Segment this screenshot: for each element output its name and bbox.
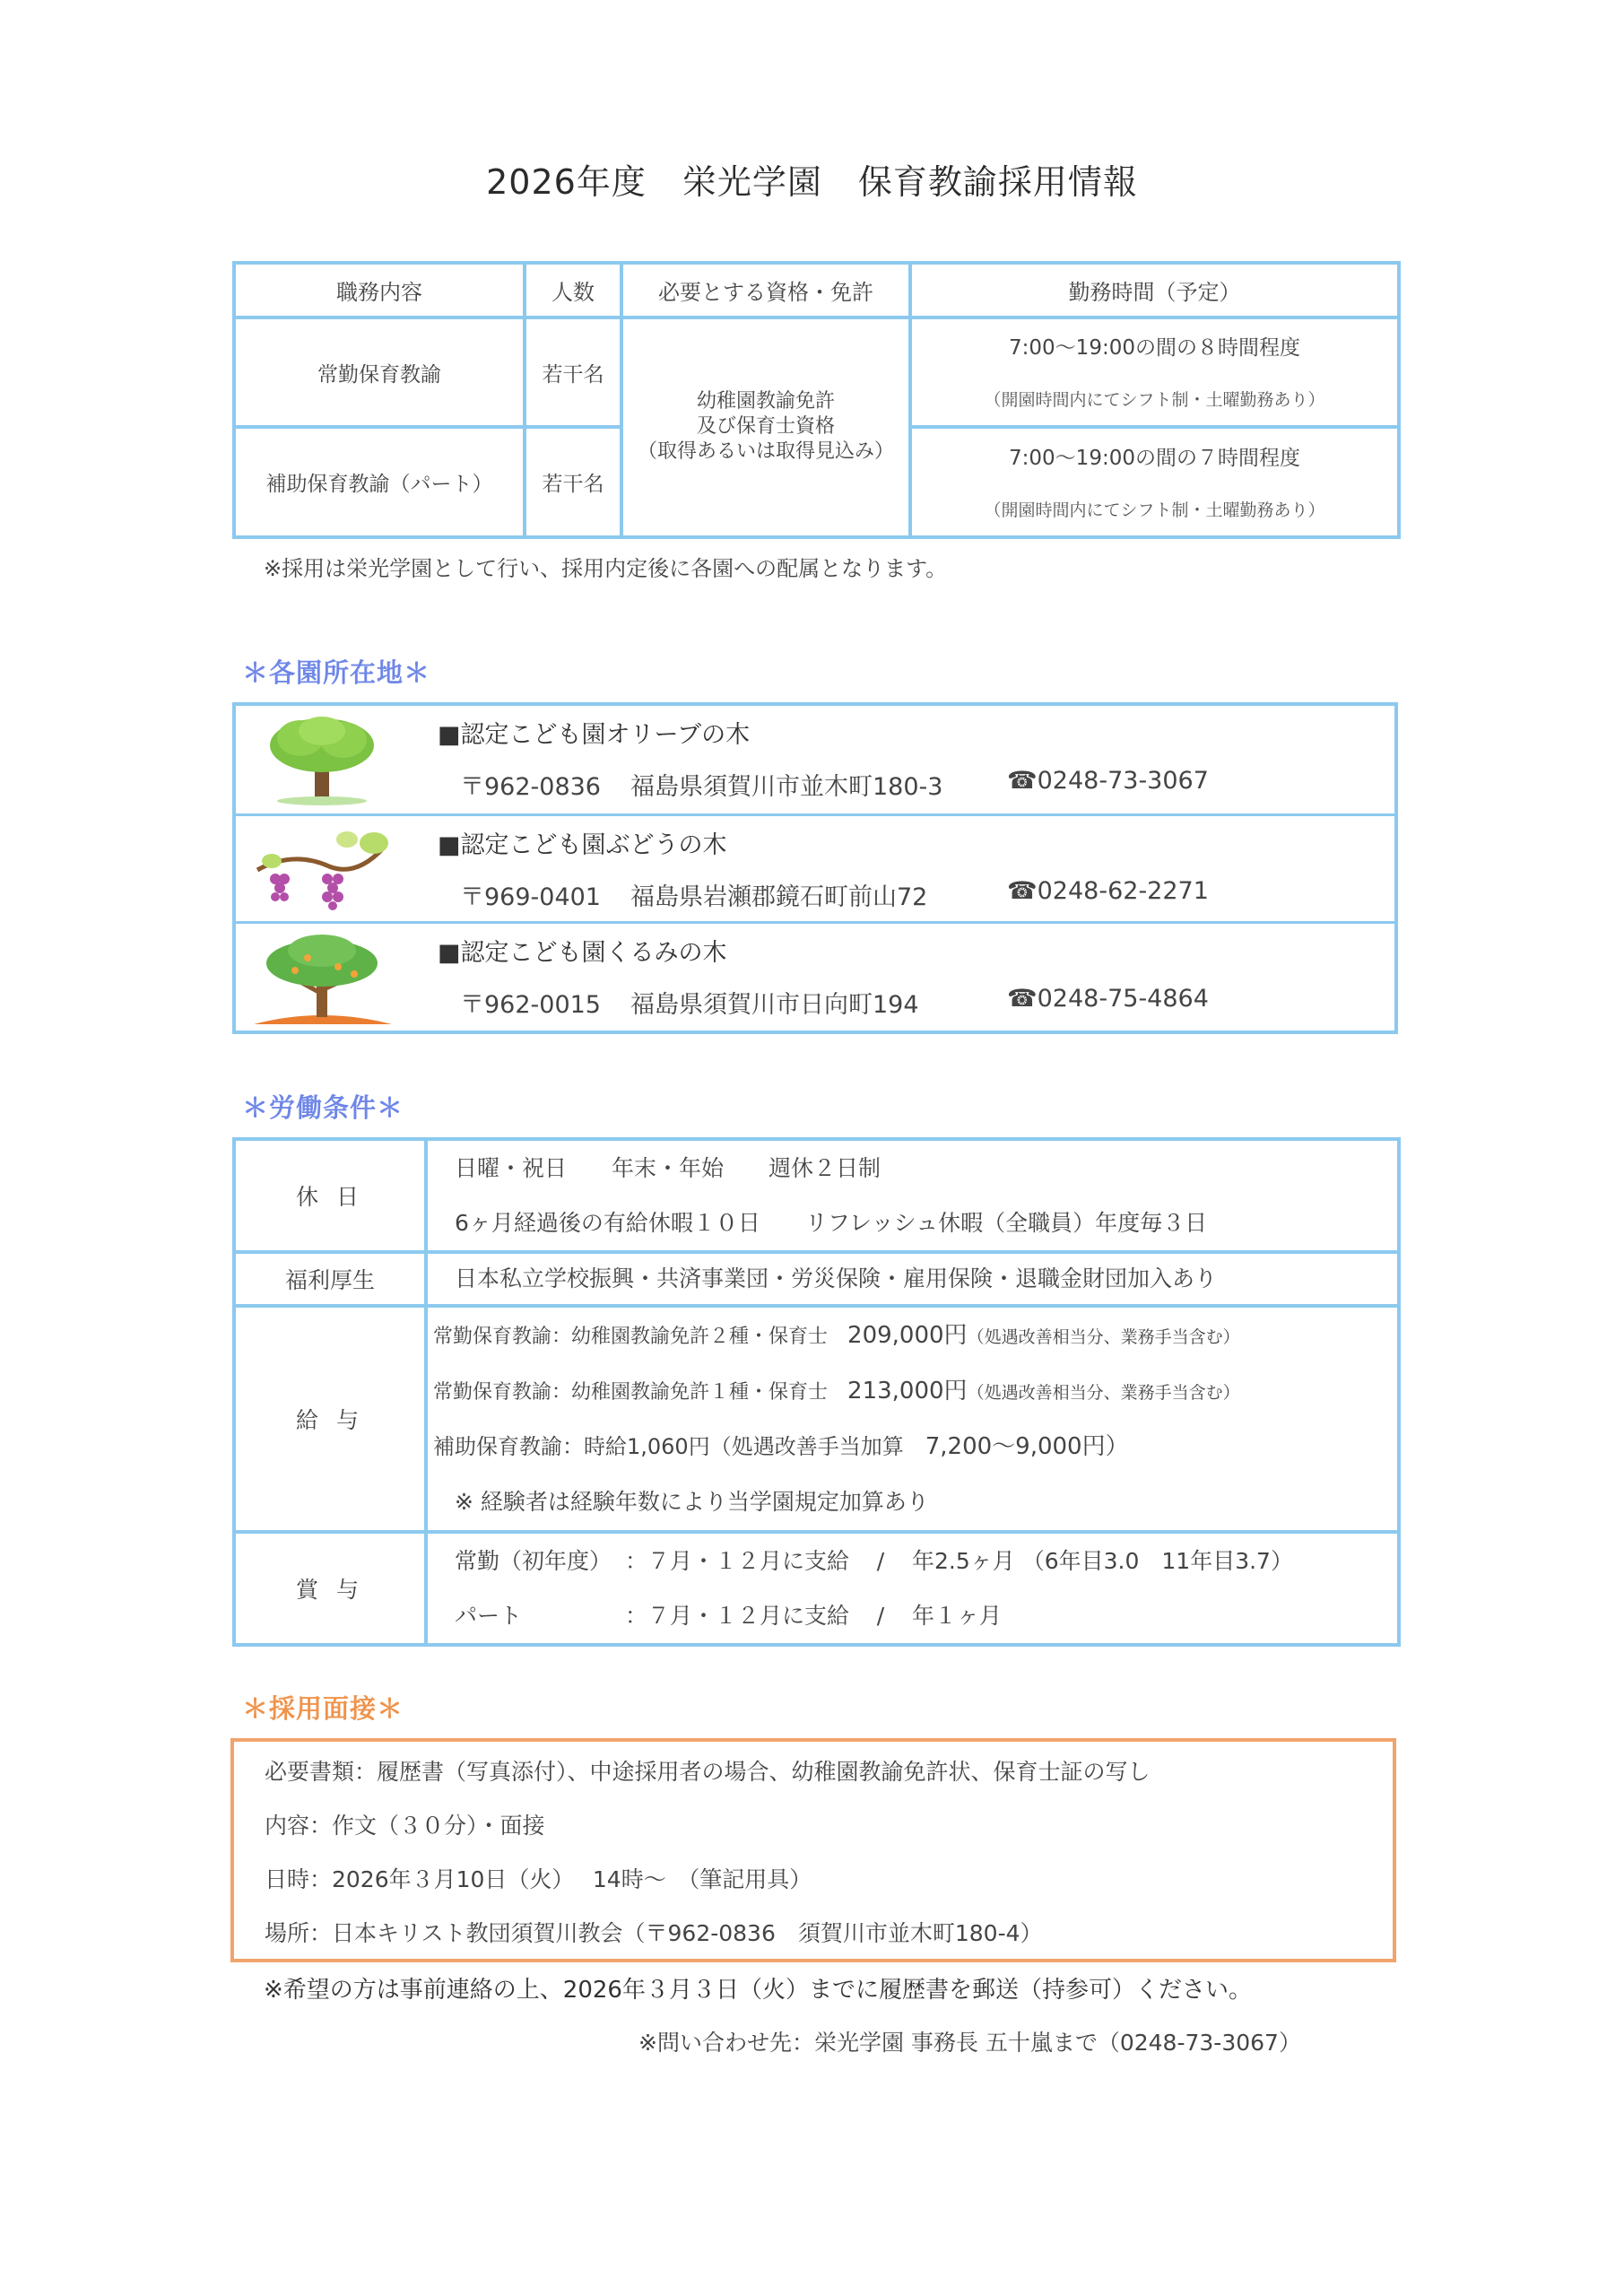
time-fulltime: 7:00～19:00の間の８時間程度 [910, 317, 1399, 373]
header-quals: 必要とする資格・免許 [621, 263, 910, 317]
welfare-cell [426, 1252, 1399, 1306]
table-row [234, 1306, 1399, 1532]
salary-amount: 213,000円 [847, 1378, 968, 1405]
required-quals [621, 317, 910, 537]
bonus-who: 常勤（初年度） [455, 1548, 612, 1574]
location-zip: 〒969-0401 [460, 883, 601, 911]
table-row [234, 317, 1399, 373]
title-school: 栄光学園 [682, 162, 822, 202]
time-note-fulltime: （開園時間内にてシフト制・土曜勤務あり） [910, 373, 1399, 428]
salary-desc: 常勤保育教諭：幼稚園教諭免許１種・保育士 [433, 1381, 829, 1404]
location-name: ■認定こども園くるみの木 [438, 939, 727, 967]
bonus-when: ：７月・１２月に支給 [625, 1548, 850, 1574]
holiday-item: 週休２日制 [769, 1155, 881, 1181]
count-fulltime: 若干名 [525, 317, 621, 428]
salary-cell [426, 1306, 1399, 1532]
salary-label: 給 与 [234, 1306, 426, 1532]
interview-documents: 必要書類：履歴書（写真添付）、中途採用者の場合、幼稚園教諭免許状、保育士証の写し [265, 1759, 1151, 1785]
assignment-note: ※採用は栄光学園として行い、採用内定後に各園への配属となります。 [264, 556, 948, 581]
location-item [236, 921, 1394, 1031]
interview-place: 場所：日本キリスト教団須賀川教会（〒962-0836 須賀川市並木町180-4） [265, 1920, 1043, 1946]
count-parttime: 若干名 [525, 427, 621, 537]
location-item [236, 813, 1394, 924]
bonus-when: ：７月・１２月に支給 [625, 1603, 850, 1629]
conditions-heading: ＊労働条件＊ [242, 1092, 404, 1123]
locations-heading: ＊各園所在地＊ [242, 657, 431, 688]
location-phone: ☎0248-75-4864 [1007, 985, 1209, 1013]
olive-tree-icon [248, 713, 396, 806]
salary-amount: 209,000円 [847, 1322, 968, 1349]
job-fulltime: 常勤保育教諭 [234, 317, 525, 428]
job-parttime: 補助保育教諭（パート） [234, 427, 525, 537]
welfare-label: 福利厚生 [234, 1252, 426, 1306]
holiday-item: 6ヶ月経過後の有給休暇１０日 [455, 1210, 760, 1236]
title-year: 2026年度 [486, 162, 647, 202]
bonus-separator: / [876, 1548, 885, 1574]
holiday-item: 日曜・祝日 [455, 1155, 568, 1181]
location-item [236, 706, 1394, 813]
salary-note: （処遇改善相当分、業務手当含む） [967, 1383, 1240, 1403]
bonus-cell [426, 1532, 1399, 1645]
table-row [234, 1532, 1399, 1645]
bonus-line [428, 1588, 1397, 1643]
contact-info: ※問い合わせ先：栄光学園 事務長 五十嵐まで（0248-73-3067） [638, 2030, 1301, 2056]
location-address: 福島県須賀川市並木町180-3 [630, 773, 943, 801]
bonus-separator: / [876, 1603, 885, 1629]
salary-amount: 7,200～9,000円） [925, 1433, 1129, 1460]
salary-desc: 補助保育教諭：時給1,060円（処遇改善手当加算 [433, 1434, 904, 1459]
holiday-line [428, 1141, 1397, 1196]
page-title [0, 154, 1624, 204]
locations-box [232, 702, 1398, 1034]
salary-note: （処遇改善相当分、業務手当含む） [967, 1327, 1240, 1347]
table-row [234, 1252, 1399, 1306]
location-zip: 〒962-0015 [460, 991, 601, 1019]
qual-line: 及び保育士資格 [696, 415, 835, 439]
conditions-table [232, 1137, 1401, 1647]
holiday-label: 休 日 [234, 1139, 426, 1252]
interview-heading: ＊採用面接＊ [242, 1693, 404, 1724]
application-deadline: ※希望の方は事前連絡の上、2026年３月３日（火）までに履歴書を郵送（持参可）ください。 [264, 1977, 1252, 2004]
location-address: 福島県須賀川市日向町194 [630, 991, 919, 1019]
location-name: ■認定こども園ぶどうの木 [438, 831, 727, 859]
header-job: 職務内容 [234, 263, 525, 317]
bonus-who: パート [455, 1603, 523, 1629]
holiday-cell [426, 1139, 1399, 1252]
qual-line: 幼稚園教諭免許 [696, 390, 835, 413]
holiday-line [428, 1196, 1397, 1250]
location-address: 福島県岩瀬郡鏡石町前山72 [630, 883, 928, 911]
interview-datetime: 日時：2026年３月10日（火） 14時～ （筆記用具） [265, 1866, 812, 1892]
title-subject: 保育教諭採用情報 [857, 162, 1138, 202]
salary-extra: ※ 経験者は経験年数により当学園規定加算あり [455, 1489, 929, 1515]
table-row [234, 1139, 1399, 1252]
salary-line [428, 1308, 1397, 1363]
bonus-label: 賞 与 [234, 1532, 426, 1645]
grape-vine-icon [248, 823, 396, 917]
holiday-item: 年末・年始 [612, 1155, 725, 1181]
walnut-tree-icon [248, 931, 396, 1024]
header-time: 勤務時間（予定） [910, 263, 1399, 317]
location-phone: ☎0248-62-2271 [1007, 877, 1209, 905]
welfare-text: 日本私立学校振興・共済事業団・労災保険・雇用保険・退職金財団加入あり [455, 1265, 1218, 1292]
holiday-item: リフレッシュ休暇（全職員）年度毎３日 [804, 1210, 1208, 1236]
interview-content: 内容：作文（３０分）・面接 [265, 1813, 545, 1839]
salary-line [428, 1363, 1397, 1419]
salary-line [428, 1419, 1397, 1474]
location-phone: ☎0248-73-3067 [1007, 767, 1209, 795]
bonus-amount: 年2.5ヶ月 （6年目3.0 11年目3.7） [912, 1548, 1293, 1574]
bonus-line [428, 1534, 1397, 1588]
header-count: 人数 [525, 263, 621, 317]
bonus-amount: 年１ヶ月 [912, 1603, 1003, 1629]
time-note-parttime: （開園時間内にてシフト制・土曜勤務あり） [910, 483, 1399, 537]
location-zip: 〒962-0836 [460, 773, 601, 801]
table-header-row [234, 263, 1399, 317]
qual-line: （取得あるいは取得見込み） [637, 440, 894, 464]
location-name: ■認定こども園オリーブの木 [438, 721, 751, 749]
time-parttime: 7:00～19:00の間の７時間程度 [910, 427, 1399, 483]
recruitment-table [232, 261, 1401, 539]
salary-desc: 常勤保育教諭：幼稚園教諭免許２種・保育士 [433, 1326, 829, 1348]
interview-box [230, 1738, 1396, 1962]
